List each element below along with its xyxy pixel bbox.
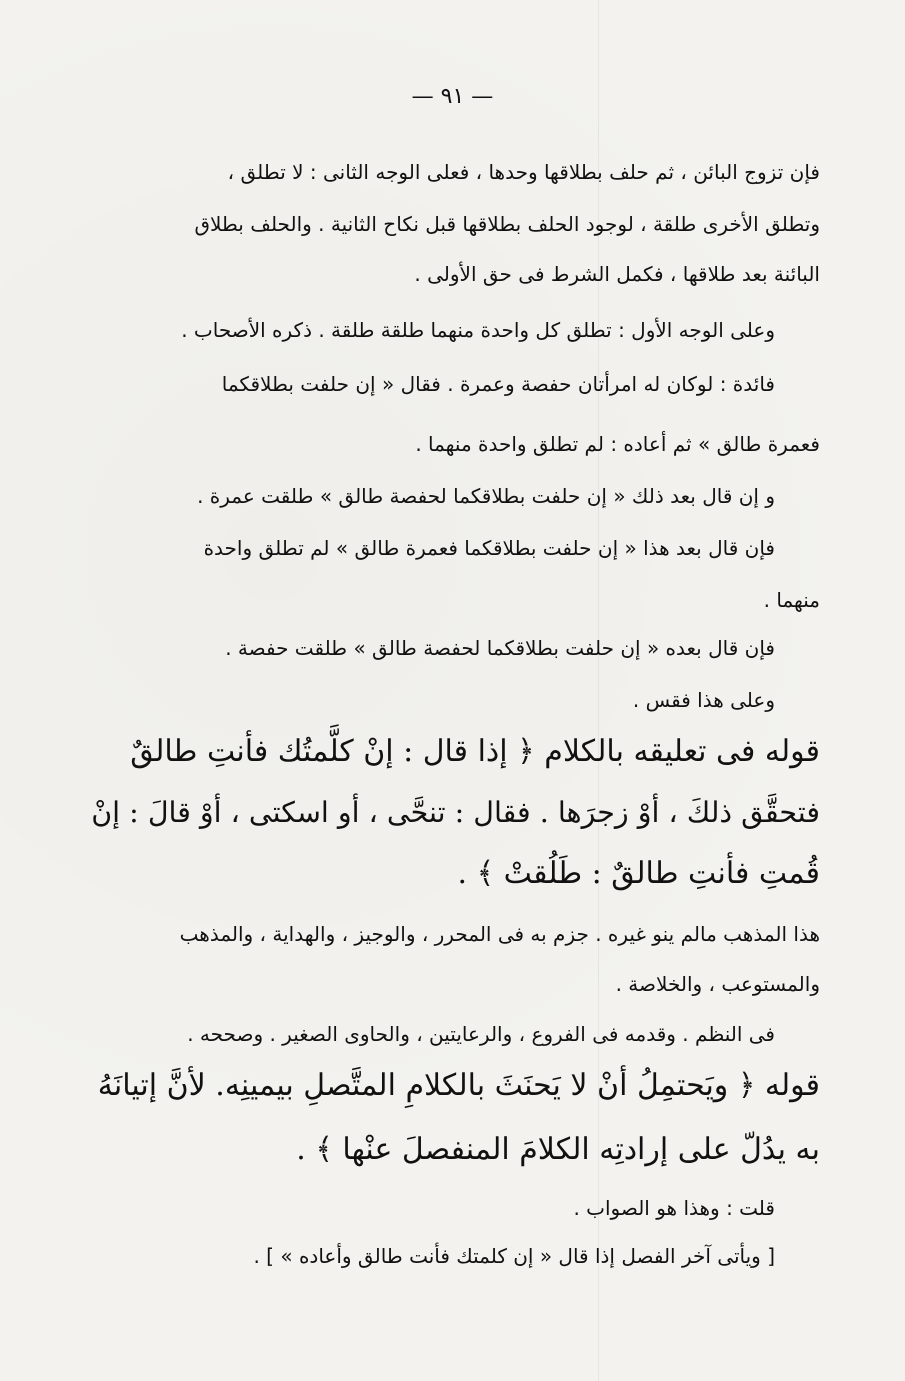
matn-line: قُمتِ فأنتِ طالقٌ : طَلُقتْ ﴾ .: [457, 856, 820, 891]
text-line: فإن قال بعده « إن حلفت بطلاقكما لحفصة طالق » طلقت حفصة .: [225, 636, 775, 660]
matn-line: به يدُلّ على إرادتِه الكلامَ المنفصلَ عنْها ﴾ .: [296, 1132, 820, 1167]
text-line: هذا المذهب مالم ينو غيره . جزم به فى المحرر ، والوجيز ، والهداية ، والمذهب: [179, 922, 820, 946]
text-line: البائنة بعد طلاقها ، فكمل الشرط فى حق الأولى .: [414, 262, 820, 286]
text-line: فائدة : لوكان له امرأتان حفصة وعمرة . فقال « إن حلفت بطلاقكما: [221, 372, 775, 396]
text-line: فعمرة طالق » ثم أعاده : لم تطلق واحدة منهما .: [415, 432, 820, 456]
text-line: والمستوعب ، والخلاصة .: [615, 972, 820, 996]
text-line: فى النظم . وقدمه فى الفروع ، والرعايتين ، والحاوى الصغير . وصححه .: [187, 1022, 775, 1046]
page-fold-line: [598, 0, 599, 1381]
text-line: منهما .: [763, 588, 820, 612]
text-line: فإن قال بعد هذا « إن حلفت بطلاقكما فعمرة طالق » لم تطلق واحدة: [203, 536, 775, 560]
matn-line: قوله ﴿ ويَحتمِلُ أنْ لا يَحنَثَ بالكلامِ المتَّصلِ بيمينِه. لأنَّ إتيانَهُ: [97, 1068, 820, 1103]
page-number: — ٩١ —: [411, 84, 494, 109]
text-line: قلت : وهذا هو الصواب .: [573, 1196, 775, 1220]
matn-line: فتحقَّق ذلكَ ، أوْ زجرَها . فقال : تنحَّى ، أو اسكتى ، أوْ قالَ : إنْ: [91, 796, 820, 829]
text-line: [ ويأتى آخر الفصل إذا قال « إن كلمتك فأنت طالق وأعاده » ] .: [253, 1244, 775, 1268]
text-line: وعلى الوجه الأول : تطلق كل واحدة منهما طلقة طلقة . ذكره الأصحاب .: [181, 318, 775, 342]
text-line: و إن قال بعد ذلك « إن حلفت بطلاقكما لحفصة طالق » طلقت عمرة .: [197, 484, 775, 508]
text-line: فإن تزوج البائن ، ثم حلف بطلاقها وحدها ، فعلى الوجه الثانى : لا تطلق ،: [227, 160, 820, 184]
text-line: وعلى هذا فقس .: [632, 688, 775, 712]
text-line: وتطلق الأخرى طلقة ، لوجود الحلف بطلاقها قبل نكاح الثانية . والحلف بطلاق: [194, 212, 820, 236]
matn-line: قوله فى تعليقه بالكلام ﴿ إذا قال : إنْ كلَّمتُك فأنتِ طالقٌ: [130, 734, 820, 769]
